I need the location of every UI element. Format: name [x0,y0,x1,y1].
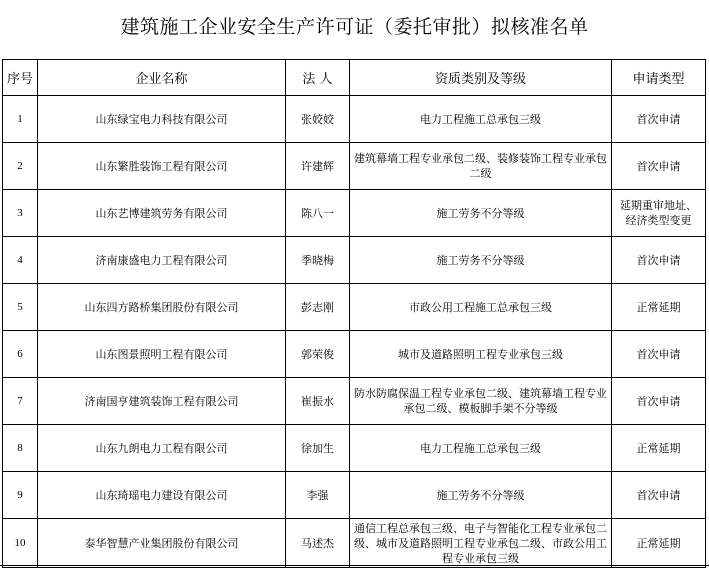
application-type: 延期重审地址、经济类型变更 [612,190,706,237]
table-row [3,331,706,378]
qualification: 市政公用工程施工总承包三级 [350,284,612,331]
application-type: 首次申请 [612,472,706,519]
qualification: 施工劳务不分等级 [350,472,612,519]
legal-rep: 马述杰 [286,519,350,568]
qualification: 电力工程施工总承包三级 [350,425,612,472]
application-type: 正常延期 [612,425,706,472]
qualification: 施工劳务不分等级 [350,237,612,284]
company-name: 山东艺博建筑劳务有限公司 [38,190,286,237]
row-number: 1 [3,96,38,143]
qualification: 建筑幕墙工程专业承包二级、装修装饰工程专业承包二级 [350,143,612,190]
table-row [3,237,706,284]
company-name: 山东绿宝电力科技有限公司 [38,96,286,143]
company-name: 济南康盛电力工程有限公司 [38,237,286,284]
table-row [3,284,706,331]
header-company: 企业名称 [38,60,286,96]
legal-rep: 郭荣俊 [286,331,350,378]
legal-rep: 彭志刚 [286,284,350,331]
bottom-divider [0,565,709,566]
company-name: 山东图景照明工程有限公司 [38,331,286,378]
company-name: 山东琦瑶电力建设有限公司 [38,472,286,519]
header-no: 序号 [3,60,38,96]
application-type: 首次申请 [612,96,706,143]
application-type: 首次申请 [612,378,706,425]
company-name: 泰华智慧产业集团股份有限公司 [38,519,286,568]
legal-rep: 李强 [286,472,350,519]
table-row [3,190,706,237]
company-name: 山东繁胜装饰工程有限公司 [38,143,286,190]
legal-rep: 季晓梅 [286,237,350,284]
table-row [3,472,706,519]
page-title: 建筑施工企业安全生产许可证（委托审批）拟核准名单 [120,16,589,38]
table-row [3,425,706,472]
row-number: 10 [3,519,38,568]
legal-rep: 许建辉 [286,143,350,190]
row-number: 5 [3,284,38,331]
row-number: 6 [3,331,38,378]
approval-table [2,59,706,568]
qualification: 施工劳务不分等级 [350,190,612,237]
table-row [3,378,706,425]
qualification: 通信工程总承包三级、电子与智能化工程专业承包二级、城市及道路照明工程专业承包二级、市政公用工程专业承包三级 [350,519,612,568]
company-name: 济南国亨建筑装饰工程有限公司 [38,378,286,425]
header-qualification: 资质类别及等级 [350,60,612,96]
table-header-row [3,60,706,96]
application-type: 首次申请 [612,237,706,284]
legal-rep: 徐加生 [286,425,350,472]
application-type: 首次申请 [612,331,706,378]
header-legal-rep: 法 人 [286,60,350,96]
table-row [3,96,706,143]
table-row [3,519,706,568]
company-name: 山东四方路桥集团股份有限公司 [38,284,286,331]
legal-rep: 陈八一 [286,190,350,237]
company-name: 山东九朗电力工程有限公司 [38,425,286,472]
header-application-type: 申请类型 [612,60,706,96]
application-type: 首次申请 [612,143,706,190]
application-type: 正常延期 [612,519,706,568]
legal-rep: 张姣姣 [286,96,350,143]
row-number: 2 [3,143,38,190]
row-number: 7 [3,378,38,425]
row-number: 8 [3,425,38,472]
table-row [3,143,706,190]
qualification: 城市及道路照明工程专业承包三级 [350,331,612,378]
legal-rep: 崔振水 [286,378,350,425]
qualification: 电力工程施工总承包三级 [350,96,612,143]
row-number: 9 [3,472,38,519]
row-number: 4 [3,237,38,284]
application-type: 正常延期 [612,284,706,331]
qualification: 防水防腐保温工程专业承包二级、建筑幕墙工程专业承包二级、模板脚手架不分等级 [350,378,612,425]
row-number: 3 [3,190,38,237]
